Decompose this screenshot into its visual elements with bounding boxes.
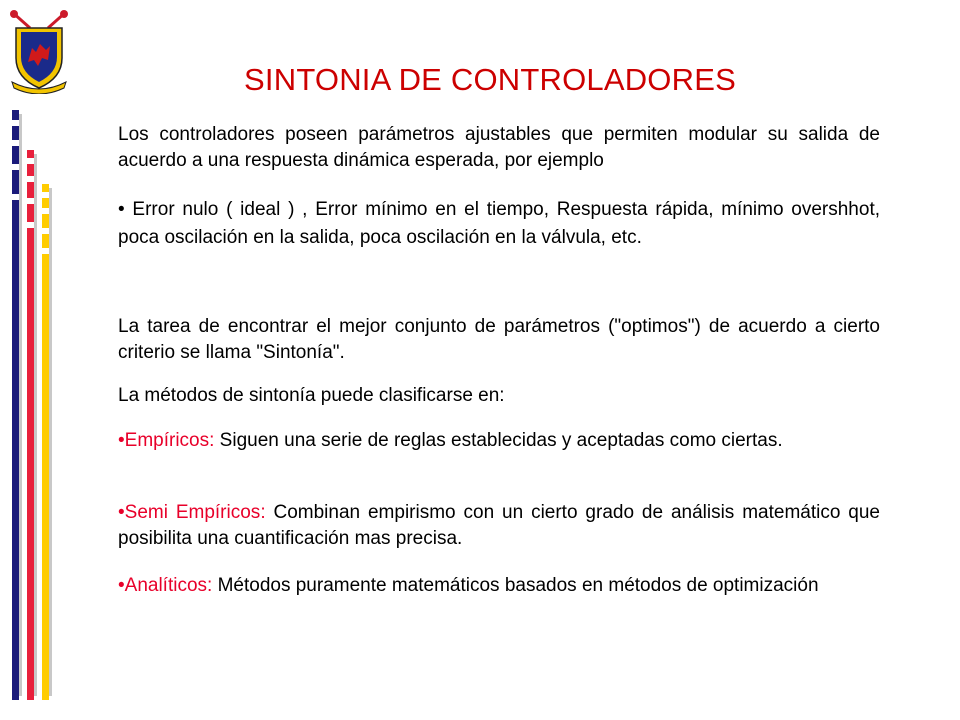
method-name: Semi Empíricos	[124, 502, 261, 523]
method-description: Combinan empirismo con un cierto grado de análisis matemático que posibilita una cuantificación mas precisa.	[118, 502, 880, 549]
method-description: Siguen una serie de reglas establecidas y aceptadas como ciertas.	[214, 430, 783, 451]
method-separator: :	[260, 502, 266, 523]
method-bullet: •	[118, 430, 125, 451]
method-empiricos	[118, 428, 880, 454]
method-description: Métodos puramente matemáticos basados en métodos de optimización	[212, 575, 819, 596]
university-crest-icon	[6, 8, 72, 94]
method-name: Analíticos	[124, 575, 208, 596]
decorative-stripes	[0, 100, 70, 710]
method-bullet: •	[118, 575, 125, 596]
classification-paragraph: La métodos de sintonía puede clasificarse en:	[118, 385, 505, 406]
definition-paragraph: La tarea de encontrar el mejor conjunto de parámetros ("optimos") de acuerdo a cierto criterio se llama "Sintonía".	[118, 316, 880, 363]
examples-paragraph	[118, 196, 880, 252]
method-name: Empíricos	[124, 430, 210, 451]
bullet: •	[118, 199, 125, 220]
method-analiticos	[118, 573, 880, 599]
intro-paragraph: Los controladores poseen parámetros ajustables que permiten modular su salida de acuerdo a una respuesta dinámica esperada, por ejemplo	[118, 124, 880, 171]
method-semi-empiricos	[118, 500, 880, 552]
slide-title: SINTONIA DE CONTROLADORES	[244, 62, 736, 97]
method-bullet: •	[118, 502, 125, 523]
method-separator: :	[207, 575, 213, 596]
method-separator: :	[209, 430, 215, 451]
examples-text: Error nulo ( ideal ) , Error mínimo en el tiempo, Respuesta rápida, mínimo overshhot, poca oscilación en la salida, poca oscilación en la válvula, etc.	[118, 199, 880, 248]
